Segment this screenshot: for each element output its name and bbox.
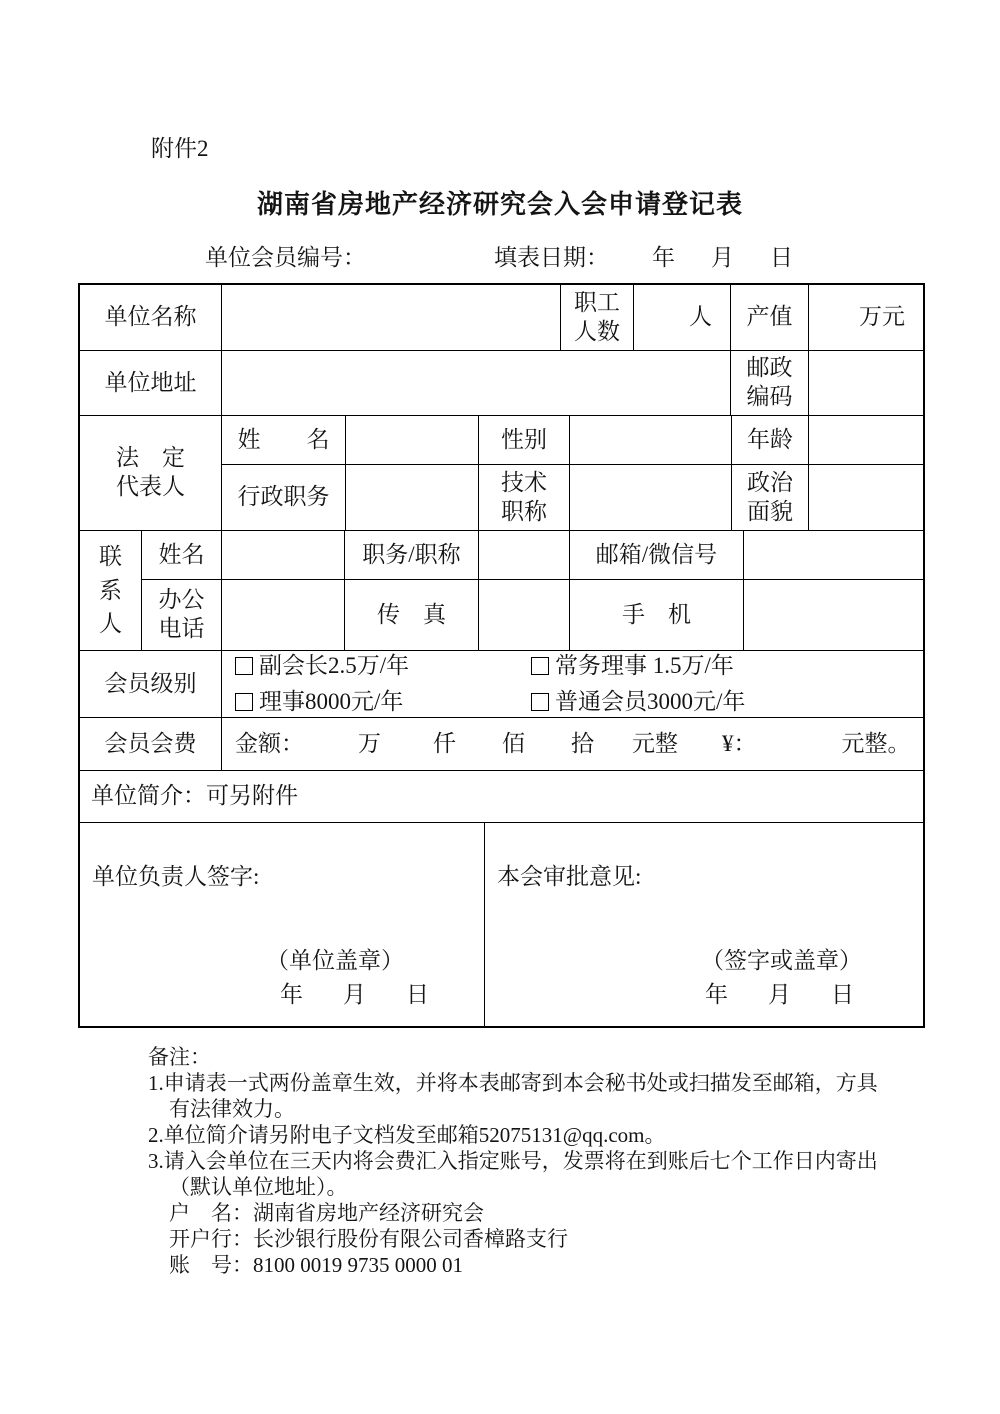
year-label: 年: [280, 982, 303, 1008]
tech-title-label: 技术 职称: [478, 465, 569, 530]
legal-rep-title-row: [221, 464, 923, 530]
contact-name-label: 姓名: [141, 531, 221, 579]
admin-title-value-cell: [345, 465, 478, 530]
day-label: 日: [831, 982, 854, 1008]
application-form-table: [78, 283, 925, 1028]
day-label: 日: [406, 982, 429, 1008]
tech-title-value-cell: [569, 465, 731, 530]
gender-label: 性别: [478, 416, 569, 464]
unit-name-label: 单位名称: [104, 304, 197, 330]
row-member-level: [80, 650, 923, 717]
remarks-title: 备注：: [148, 1045, 211, 1069]
year-label: 年: [652, 245, 675, 270]
row-group-contact: [80, 530, 923, 650]
fee-qian-label: 仟: [433, 730, 456, 756]
level-option-director: 理事8000元/年: [235, 688, 531, 717]
postcode-value-cell: [808, 351, 923, 415]
fee-amount-line: [221, 718, 923, 770]
unit-intro-label: 单位简介：可另附件: [91, 783, 298, 809]
unit-stamp-hint: （单位盖章）: [266, 947, 404, 973]
fee-amount-label: 金额：: [235, 730, 304, 756]
unit-signature-cell: [80, 823, 484, 1026]
checkbox-icon: [235, 693, 253, 711]
staff-count-label: 职工 人数: [560, 285, 633, 350]
contact-title-label: 职务/职称: [344, 531, 478, 579]
month-label: 月: [711, 245, 734, 270]
fee-yen-label: ¥：: [722, 730, 757, 756]
checkbox-icon: [235, 657, 253, 675]
remarks-section: [148, 1044, 908, 1278]
legal-name-label: 姓 名: [221, 416, 345, 464]
note-item-3-continuation: （默认单位地址）。: [169, 1175, 348, 1199]
association-approval-cell: [484, 823, 923, 1026]
member-no-label: 单位会员编号：: [205, 245, 366, 270]
level-option-ordinary-member: 普通会员3000元/年: [531, 688, 923, 717]
member-level-label: 会员级别: [104, 670, 197, 696]
postcode-label: 邮政 编码: [730, 351, 808, 415]
row-unit-address: [80, 350, 923, 415]
fee-shi-label: 拾: [571, 730, 594, 756]
day-label: 日: [770, 245, 793, 270]
checkbox-icon: [531, 657, 549, 675]
month-label: 月: [768, 982, 791, 1008]
page-title: 湖南省房地产经济研究会入会申请登记表: [256, 190, 743, 219]
month-label: 月: [343, 982, 366, 1008]
contact-phone-row: [141, 579, 923, 650]
contact-label: 联 系 人: [99, 544, 122, 637]
mobile-label: 手 机: [569, 580, 743, 650]
unit-name-value-cell: [221, 285, 560, 350]
fax-value-cell: [478, 580, 569, 650]
output-value-label: 产值: [730, 285, 808, 350]
note-item-1: 1.申请表一式两份盖章生效，并将本表邮寄到本会秘书处或扫描发至邮箱，方具: [148, 1071, 878, 1095]
contact-email-label: 邮箱/微信号: [569, 531, 743, 579]
legal-rep-label: 法 定 代表人: [116, 445, 185, 499]
subhead-row: [0, 239, 1000, 269]
row-unit-name: [80, 285, 923, 350]
contact-title-value-cell: [478, 531, 569, 579]
legal-rep-name-row: [221, 416, 923, 464]
note-item-3: 3.请入会单位在三天内将会费汇入指定账号，发票将在到账后七个工作日内寄出: [148, 1149, 878, 1173]
unit-address-value-cell: [221, 351, 730, 415]
mobile-value-cell: [743, 580, 923, 650]
fee-yuanzheng-label: 元整: [632, 730, 678, 756]
checkbox-icon: [531, 693, 549, 711]
bank-account-name: 户 名：湖南省房地产经济研究会: [169, 1201, 484, 1225]
bank-account-number: 账 号：8100 0019 9735 0000 01: [169, 1253, 463, 1277]
admin-title-label: 行政职务: [221, 465, 345, 530]
output-unit-label: 万元: [808, 285, 923, 350]
level-option-executive-director: 常务理事 1.5万/年: [531, 652, 923, 681]
row-member-fee: [80, 717, 923, 770]
row-group-legal-rep: [80, 415, 923, 530]
unit-address-label: 单位地址: [104, 369, 197, 395]
bank-branch: 开户行：长沙银行股份有限公司香樟路支行: [169, 1227, 568, 1251]
fee-bai-label: 佰: [502, 730, 525, 756]
staff-unit-label: 人: [633, 285, 730, 350]
year-label: 年: [705, 982, 728, 1008]
note-item-2: 2.单位简介请另附电子文档发至邮箱52075131@qq.com。: [148, 1123, 666, 1147]
gender-value-cell: [569, 416, 731, 464]
row-unit-intro: [80, 770, 923, 822]
contact-name-value-cell: [221, 531, 344, 579]
office-phone-value-cell: [221, 580, 344, 650]
political-status-label: 政治 面貌: [731, 465, 808, 530]
fill-date-label: 填表日期：: [494, 245, 609, 270]
age-value-cell: [808, 416, 923, 464]
legal-name-value-cell: [345, 416, 478, 464]
unit-sign-date-field: [280, 981, 429, 1010]
approval-sign-date-field: [705, 981, 854, 1010]
fee-yuanzheng2-label: 元整。: [841, 730, 911, 756]
contact-email-value-cell: [743, 531, 923, 579]
member-fee-label: 会员会费: [104, 730, 197, 756]
office-phone-label: 办公 电话: [141, 580, 221, 650]
approval-stamp-hint: （签字或盖章）: [701, 947, 862, 973]
attachment-label: 附件2: [151, 136, 209, 161]
note-item-1-continuation: 有法律效力。: [169, 1097, 295, 1121]
level-option-vice-president: 副会长2.5万/年: [235, 652, 531, 681]
fee-wan-label: 万: [358, 730, 381, 756]
member-level-options: [221, 651, 923, 717]
political-status-value-cell: [808, 465, 923, 530]
contact-name-row: [141, 531, 923, 579]
fax-label: 传 真: [344, 580, 478, 650]
unit-signer-title: 单位负责人签字:: [92, 864, 260, 889]
fill-date-field: [652, 239, 793, 272]
approval-title: 本会审批意见:: [497, 864, 642, 889]
age-label: 年龄: [731, 416, 808, 464]
row-signatures: [80, 822, 923, 1026]
